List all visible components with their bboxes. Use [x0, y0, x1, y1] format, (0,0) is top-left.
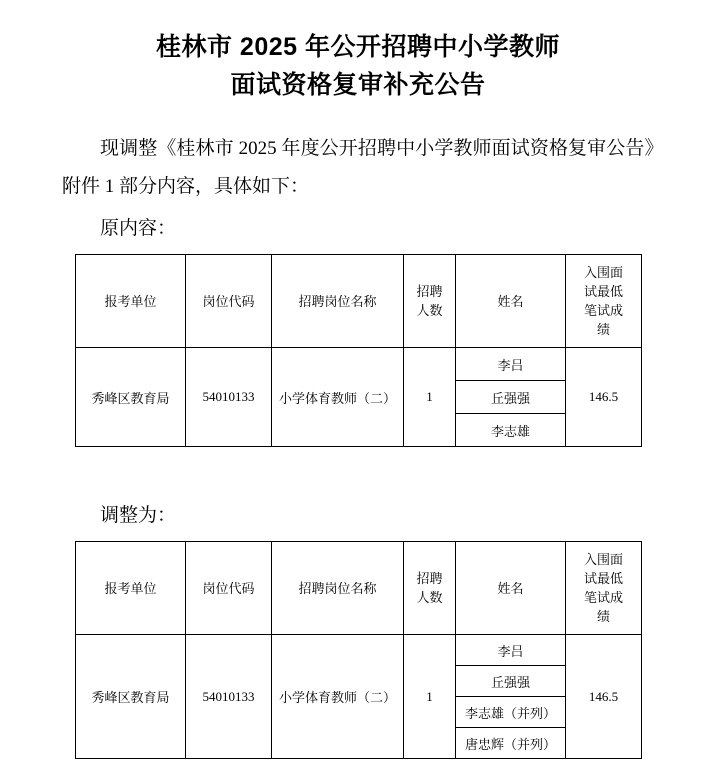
cell-name: 李志雄 — [456, 414, 566, 447]
header-num-label-1: 招聘 — [416, 571, 443, 586]
cell-unit: 秀峰区教育局 — [76, 635, 186, 759]
header-name-label: 姓名 — [497, 293, 524, 309]
cell-name: 丘强强 — [456, 381, 566, 414]
cell-post: 小学体育教师（二） — [272, 635, 404, 759]
table-row — [76, 635, 642, 666]
cell-code: 54010133 — [186, 635, 272, 759]
header-code — [186, 255, 272, 348]
header-score-label-1: 入围面 — [583, 265, 623, 280]
header-score-label-2: 试最低 — [583, 284, 623, 299]
header-post — [272, 255, 404, 348]
label-original-content: 原内容： — [100, 218, 177, 239]
revised-content-table — [75, 541, 642, 759]
header-code-label: 岗位代码 — [202, 293, 255, 309]
header-post-label: 招聘岗位名称 — [298, 293, 377, 309]
header-unit — [76, 255, 186, 348]
header-score-label-4: 绩 — [596, 609, 610, 624]
header-post — [272, 542, 404, 635]
cell-num: 1 — [404, 348, 456, 447]
table-header-row — [76, 255, 642, 348]
cell-name: 李吕 — [456, 348, 566, 381]
cell-name: 唐忠辉（并列） — [456, 728, 566, 759]
header-num-label-1: 招聘 — [416, 284, 443, 299]
table-gap — [0, 447, 716, 493]
intro-paragraph: 现调整《桂林市 2025 年度公开招聘中小学教师面试资格复审公告》附件 1 部分内容，具体如下： — [62, 138, 654, 197]
cell-num: 1 — [404, 635, 456, 759]
header-unit-label: 报考单位 — [104, 580, 157, 596]
document-page — [0, 28, 716, 761]
header-code-label: 岗位代码 — [202, 580, 255, 596]
page-title-line-1: 桂林市 2025 年公开招聘中小学教师 — [155, 33, 560, 61]
original-table-wrap — [0, 254, 716, 447]
cell-score: 146.5 — [566, 635, 642, 759]
label-revised-content: 调整为： — [100, 505, 177, 526]
cell-score: 146.5 — [566, 348, 642, 447]
header-score-label-2: 试最低 — [583, 571, 623, 586]
cell-post: 小学体育教师（二） — [272, 348, 404, 447]
header-post-label: 招聘岗位名称 — [298, 580, 377, 596]
table-header-row — [76, 542, 642, 635]
original-content-table — [75, 254, 642, 447]
header-name — [456, 255, 566, 348]
revised-table-wrap — [0, 541, 716, 759]
header-score-label-4: 绩 — [596, 322, 610, 337]
header-score-label-1: 入围面 — [583, 552, 623, 567]
header-num — [404, 255, 456, 348]
header-score — [566, 255, 642, 348]
cell-name: 李吕 — [456, 635, 566, 666]
cell-name: 李志雄（并列） — [456, 697, 566, 728]
header-num — [404, 542, 456, 635]
header-name-label: 姓名 — [497, 580, 524, 596]
table-row — [76, 348, 642, 381]
header-score-label-3: 笔试成 — [583, 590, 623, 605]
page-title — [0, 28, 716, 104]
cell-code: 54010133 — [186, 348, 272, 447]
page-title-line-2: 面试资格复审补充公告 — [230, 71, 486, 99]
header-name — [456, 542, 566, 635]
header-score — [566, 542, 642, 635]
header-unit-label: 报考单位 — [104, 293, 157, 309]
header-num-label-2: 人数 — [416, 590, 443, 605]
header-num-label-2: 人数 — [416, 303, 443, 318]
header-code — [186, 542, 272, 635]
header-score-label-3: 笔试成 — [583, 303, 623, 318]
cell-name: 丘强强 — [456, 666, 566, 697]
cell-unit: 秀峰区教育局 — [76, 348, 186, 447]
header-unit — [76, 542, 186, 635]
